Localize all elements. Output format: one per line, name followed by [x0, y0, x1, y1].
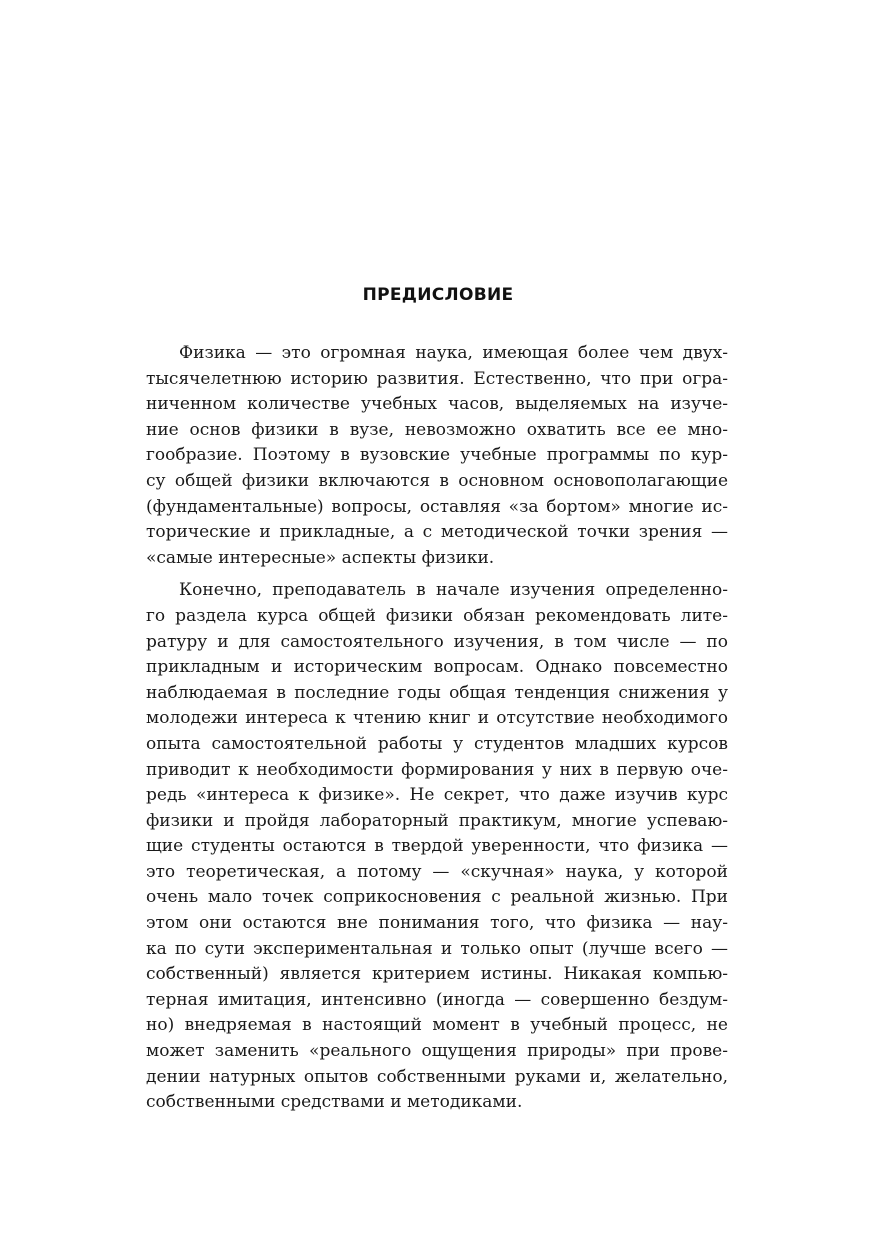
text-line: «самые интересные» аспекты физики.	[146, 547, 495, 568]
text-line: го раздела курса общей физики обязан рекомендовать лите-	[146, 605, 728, 626]
text-line: (фундаментальные) вопросы, оставляя «за бортом» многие ис-	[146, 496, 728, 517]
text-line: Конечно, преподаватель в начале изучения определенно-	[179, 580, 728, 601]
text-line: но) внедряемая в настоящий момент в учебный процесс, не	[146, 1015, 728, 1036]
text-line: дении натурных опытов собственными руками и, желательно,	[146, 1066, 728, 1087]
text-line: очень мало точек соприкосновения с реальной жизнью. При	[146, 887, 728, 908]
page-title: ПРЕДИСЛОВИЕ	[362, 285, 514, 305]
text-line: собственный) является критерием истины. Никакая компью-	[146, 964, 728, 985]
text-line: су общей физики включаются в основном основополагающие	[146, 470, 728, 491]
text-line: молодежи интереса к чтению книг и отсутствие необходимого	[146, 708, 728, 729]
text-line: Физика — это огромная наука, имеющая более чем двух-	[179, 343, 728, 363]
text-line: собственными средствами и методиками.	[146, 1092, 523, 1113]
text-line: этом они остаются вне понимания того, что физика — нау-	[146, 913, 728, 934]
text-line: прикладным и историческим вопросам. Однако повсеместно	[146, 657, 728, 678]
text-line: опыта самостоятельной работы у студентов младших курсов	[146, 733, 728, 754]
text-line: ка по сути экспериментальная и только опыт (лучше всего —	[146, 938, 728, 959]
text-line: физики и пройдя лабораторный практикум, многие успеваю-	[146, 810, 728, 831]
text-line: тысячелетнюю историю развития. Естественно, что при огра-	[146, 368, 728, 389]
paragraph-1	[146, 341, 728, 571]
text-line: это теоретическая, а потому — «скучная» наука, у которой	[146, 861, 728, 882]
text-line: гообразие. Поэтому в вузовские учебные программы по кур-	[146, 445, 728, 466]
text-line: может заменить «реального ощущения природы» при прове-	[146, 1041, 728, 1062]
paragraph-2	[146, 578, 728, 1115]
text-line: щие студенты остаются в твердой уверенности, что физика —	[146, 836, 728, 857]
text-line: терная имитация, интенсивно (иногда — совершенно бездум-	[146, 989, 728, 1010]
text-line: ратуру и для самостоятельного изучения, в том числе — по	[146, 631, 728, 652]
text-line: наблюдаемая в последние годы общая тенденция снижения у	[146, 682, 728, 703]
text-line: приводит к необходимости формирования у них в первую оче-	[146, 759, 728, 780]
body-text	[146, 341, 728, 1116]
text-line: торические и прикладные, а с методической точки зрения —	[146, 522, 728, 543]
text-line: редь «интереса к физике». Не секрет, что даже изучив курс	[146, 785, 728, 806]
text-line: ние основ физики в вузе, невозможно охватить все ее мно-	[146, 419, 728, 440]
text-line: ниченном количестве учебных часов, выделяемых на изуче-	[146, 394, 728, 415]
